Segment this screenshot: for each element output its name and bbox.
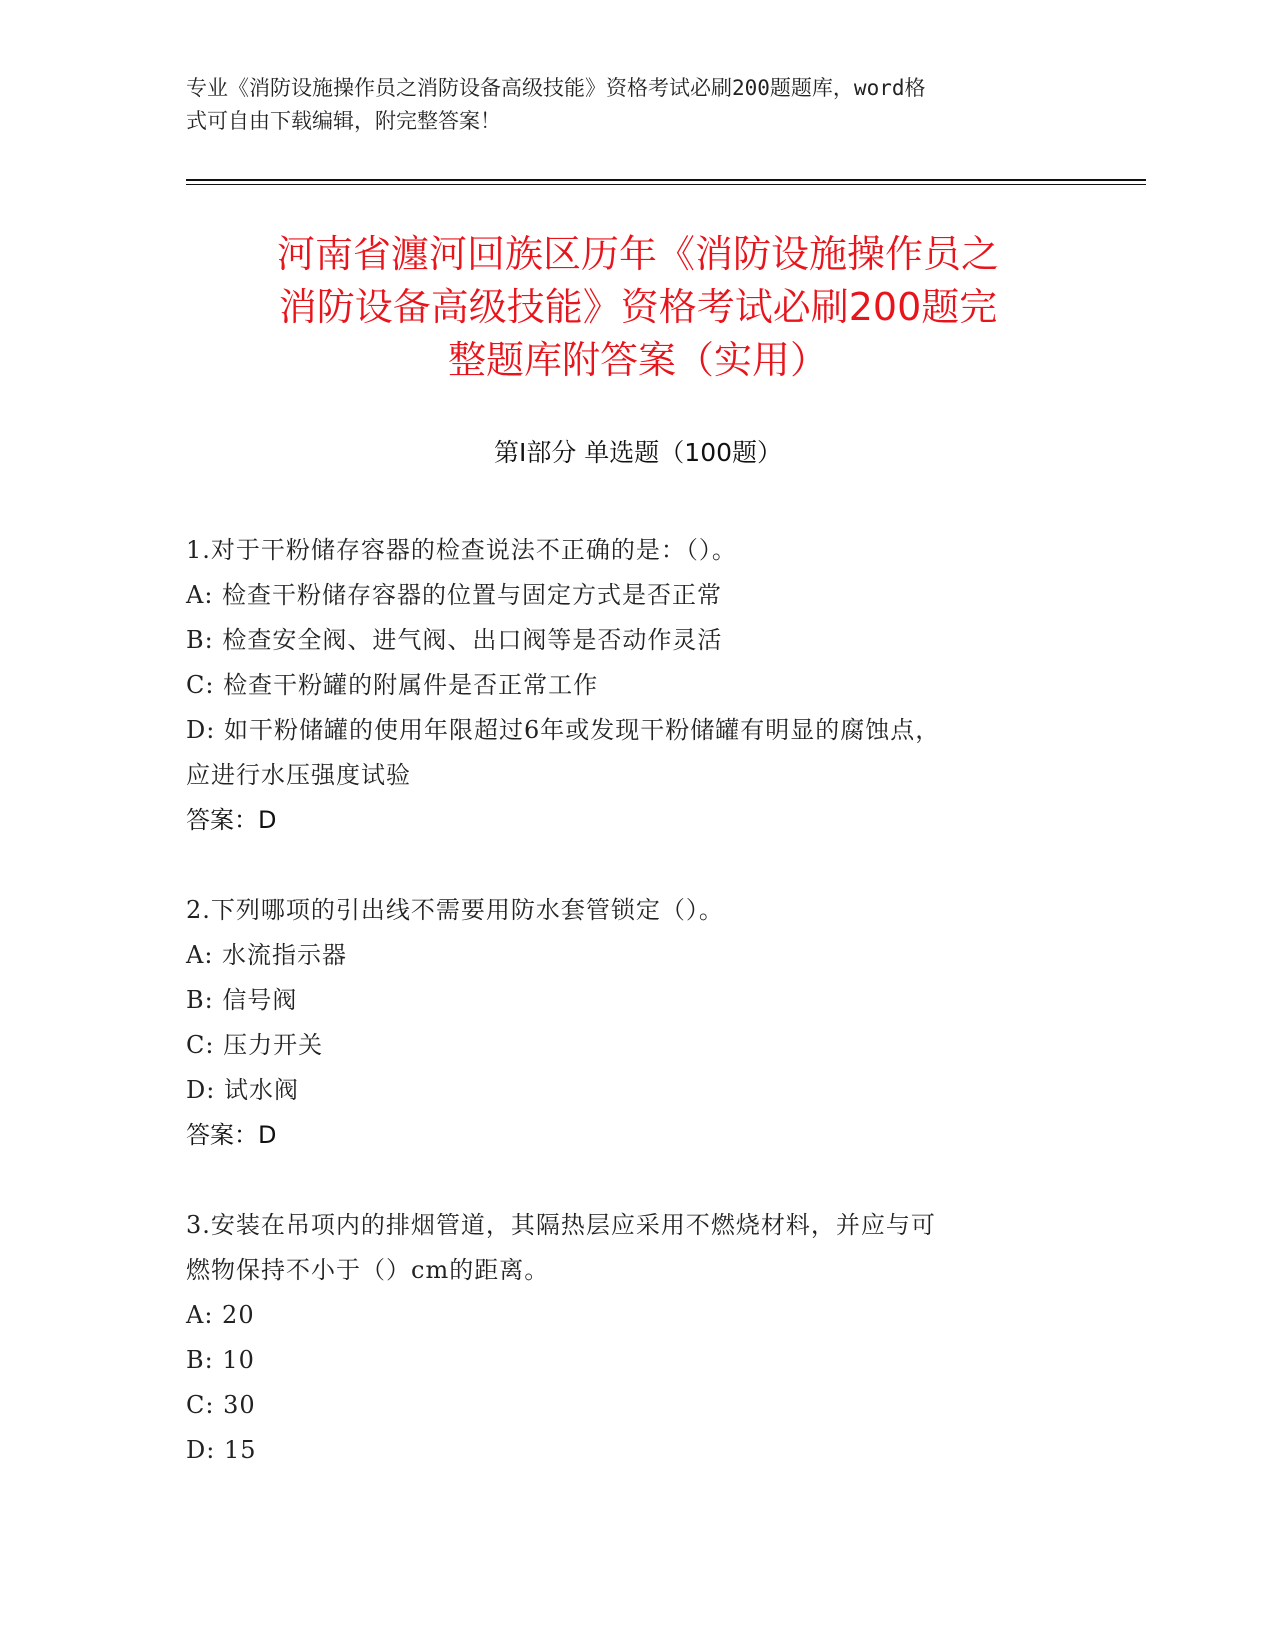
answer: 答案：D [186, 806, 277, 834]
question-spacer [186, 843, 1066, 888]
question-spacer [186, 1158, 1066, 1203]
question-stem: 2.下列哪项的引出线不需要用防水套管锁定（）。 [186, 896, 724, 924]
option-d-line-2: 应进行水压强度试验 [186, 761, 411, 789]
option-a: A: 检查干粉储存容器的位置与固定方式是否正常 [186, 581, 723, 609]
document-title [186, 228, 1090, 387]
option-c: C: 检查干粉罐的附属件是否正常工作 [186, 671, 599, 699]
answer: 答案：D [186, 1121, 277, 1149]
option-a: A: 水流指示器 [186, 941, 348, 969]
question-stem-line-1: 3.安装在吊项内的排烟管道，其隔热层应采用不燃烧材料，并应与可 [186, 1211, 936, 1239]
question-1 [186, 528, 1066, 843]
question-3 [186, 1203, 1066, 1473]
header-note-line-1: 专业《消防设施操作员之消防设备高级技能》资格考试必刷200题题库，word格 [186, 76, 926, 100]
document-title-line-1: 河南省瀍河回族区历年《消防设施操作员之 [276, 232, 999, 276]
option-b: B: 10 [186, 1346, 255, 1374]
header-note [186, 72, 1066, 138]
option-a: A: 20 [186, 1301, 255, 1329]
option-d: D: 15 [186, 1436, 257, 1464]
question-stem-line-2: 燃物保持不小于（）cm的距离。 [186, 1256, 550, 1284]
option-d: D: 试水阀 [186, 1076, 299, 1104]
option-c: C: 压力开关 [186, 1031, 324, 1059]
question-list [186, 528, 1066, 1473]
question-2 [186, 888, 1066, 1158]
header-rule-thick [186, 179, 1146, 181]
document-title-line-2: 消防设备高级技能》资格考试必刷200题完 [278, 285, 998, 329]
document-title-line-3: 整题库附答案（实用） [447, 338, 828, 382]
option-c: C: 30 [186, 1391, 256, 1419]
option-b: B: 信号阀 [186, 986, 298, 1014]
question-stem: 1.对于干粉储存容器的检查说法不正确的是：（）。 [186, 536, 737, 564]
option-b: B: 检查安全阀、进气阀、出口阀等是否动作灵活 [186, 626, 723, 654]
header-rule-thin [186, 184, 1146, 185]
section-title: 第Ⅰ部分 单选题（100题） [493, 438, 783, 467]
header-note-line-2: 式可自由下载编辑，附完整答案！ [186, 109, 501, 133]
option-d-line-1: D: 如干粉储罐的使用年限超过6年或发现干粉储罐有明显的腐蚀点， [186, 716, 941, 744]
